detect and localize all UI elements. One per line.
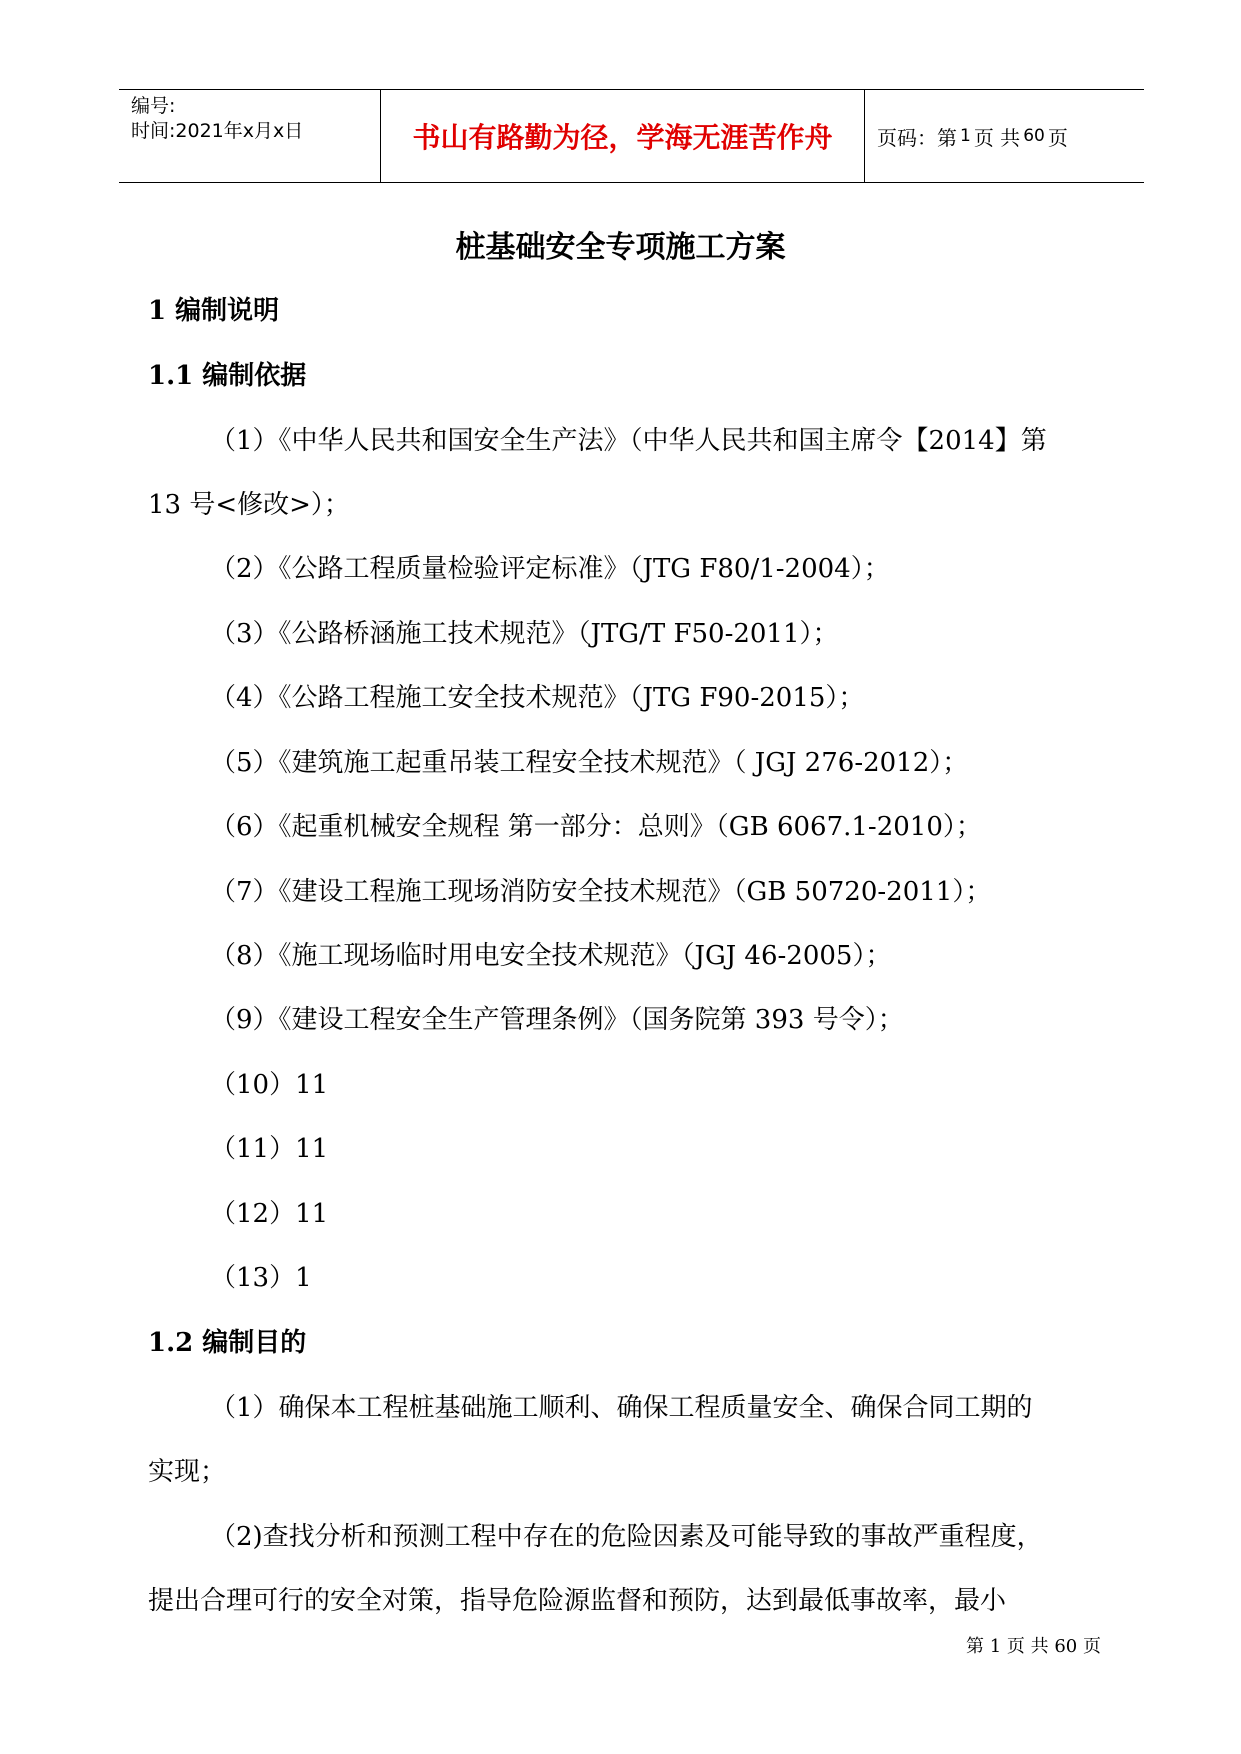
document-number-label: 编号: bbox=[131, 95, 176, 117]
basis-item-10: （10）11 bbox=[210, 1070, 329, 1100]
header-motto: 书山有路勤为径，学海无涯苦作舟 bbox=[412, 121, 833, 154]
section-heading-1: 1 编制说明 bbox=[148, 296, 280, 326]
basis-item-7: （7）《建设工程施工现场消防安全技术规范》（GB 50720-2011）； bbox=[210, 877, 992, 907]
purpose-item-1-line1: （1）确保本工程桩基础施工顺利、确保工程质量安全、确保合同工期的 bbox=[210, 1393, 1033, 1423]
page-prefix: 页码：第 bbox=[877, 125, 957, 150]
section-heading-1-2: 1.2 编制目的 bbox=[148, 1328, 307, 1358]
document-time: 时间:2021年x月x日 bbox=[131, 120, 304, 142]
basis-item-3: （3）《公路桥涵施工技术规范》（JTG/T F50-2011）； bbox=[210, 619, 839, 649]
page-total: 60 bbox=[1023, 126, 1045, 146]
page-mid: 页 共 bbox=[973, 125, 1021, 150]
basis-item-12: （12）11 bbox=[210, 1199, 329, 1229]
basis-item-9: （9）《建设工程安全生产管理条例》（国务院第 393 号令）； bbox=[210, 1005, 904, 1035]
basis-item-4: （4）《公路工程施工安全技术规范》（JTG F90-2015）； bbox=[210, 683, 865, 713]
page-suffix: 页 bbox=[1047, 125, 1068, 150]
purpose-item-2-line1: （2)查找分析和预测工程中存在的危险因素及可能导致的事故严重程度， bbox=[210, 1522, 1043, 1552]
basis-item-5: （5）《建筑施工起重吊装工程安全技术规范》（ JGJ 276-2012）； bbox=[210, 748, 969, 778]
header-meta-cell bbox=[119, 90, 380, 182]
header-page-cell bbox=[865, 90, 1144, 182]
page-footer: 第 1 页 共 60 页 bbox=[966, 1636, 1101, 1657]
basis-item-8: （8）《施工现场临时用电安全技术规范》（JGJ 46-2005）； bbox=[210, 941, 892, 971]
purpose-item-1-line2: 实现； bbox=[148, 1457, 227, 1487]
document-header bbox=[119, 89, 1144, 183]
purpose-item-2-line2: 提出合理可行的安全对策，指导危险源监督和预防，达到最低事故率，最小 bbox=[148, 1586, 1007, 1616]
basis-item-2: （2）《公路工程质量检验评定标准》（JTG F80/1-2004）； bbox=[210, 554, 890, 584]
basis-item-1-line2: 13 号<修改>）； bbox=[148, 490, 350, 520]
document-title: 桩基础安全专项施工方案 bbox=[455, 230, 786, 265]
basis-item-13: （13）1 bbox=[210, 1263, 312, 1293]
section-heading-1-1: 1.1 编制依据 bbox=[148, 361, 307, 391]
basis-item-1-line1: （1）《中华人民共和国安全生产法》（中华人民共和国主席令【2014】第 bbox=[210, 426, 1047, 456]
basis-item-11: （11）11 bbox=[210, 1134, 329, 1164]
basis-item-6: （6）《起重机械安全规程 第一部分：总则》（GB 6067.1-2010）； bbox=[210, 812, 982, 842]
header-motto-cell bbox=[380, 90, 865, 182]
page-current: 1 bbox=[960, 126, 971, 146]
